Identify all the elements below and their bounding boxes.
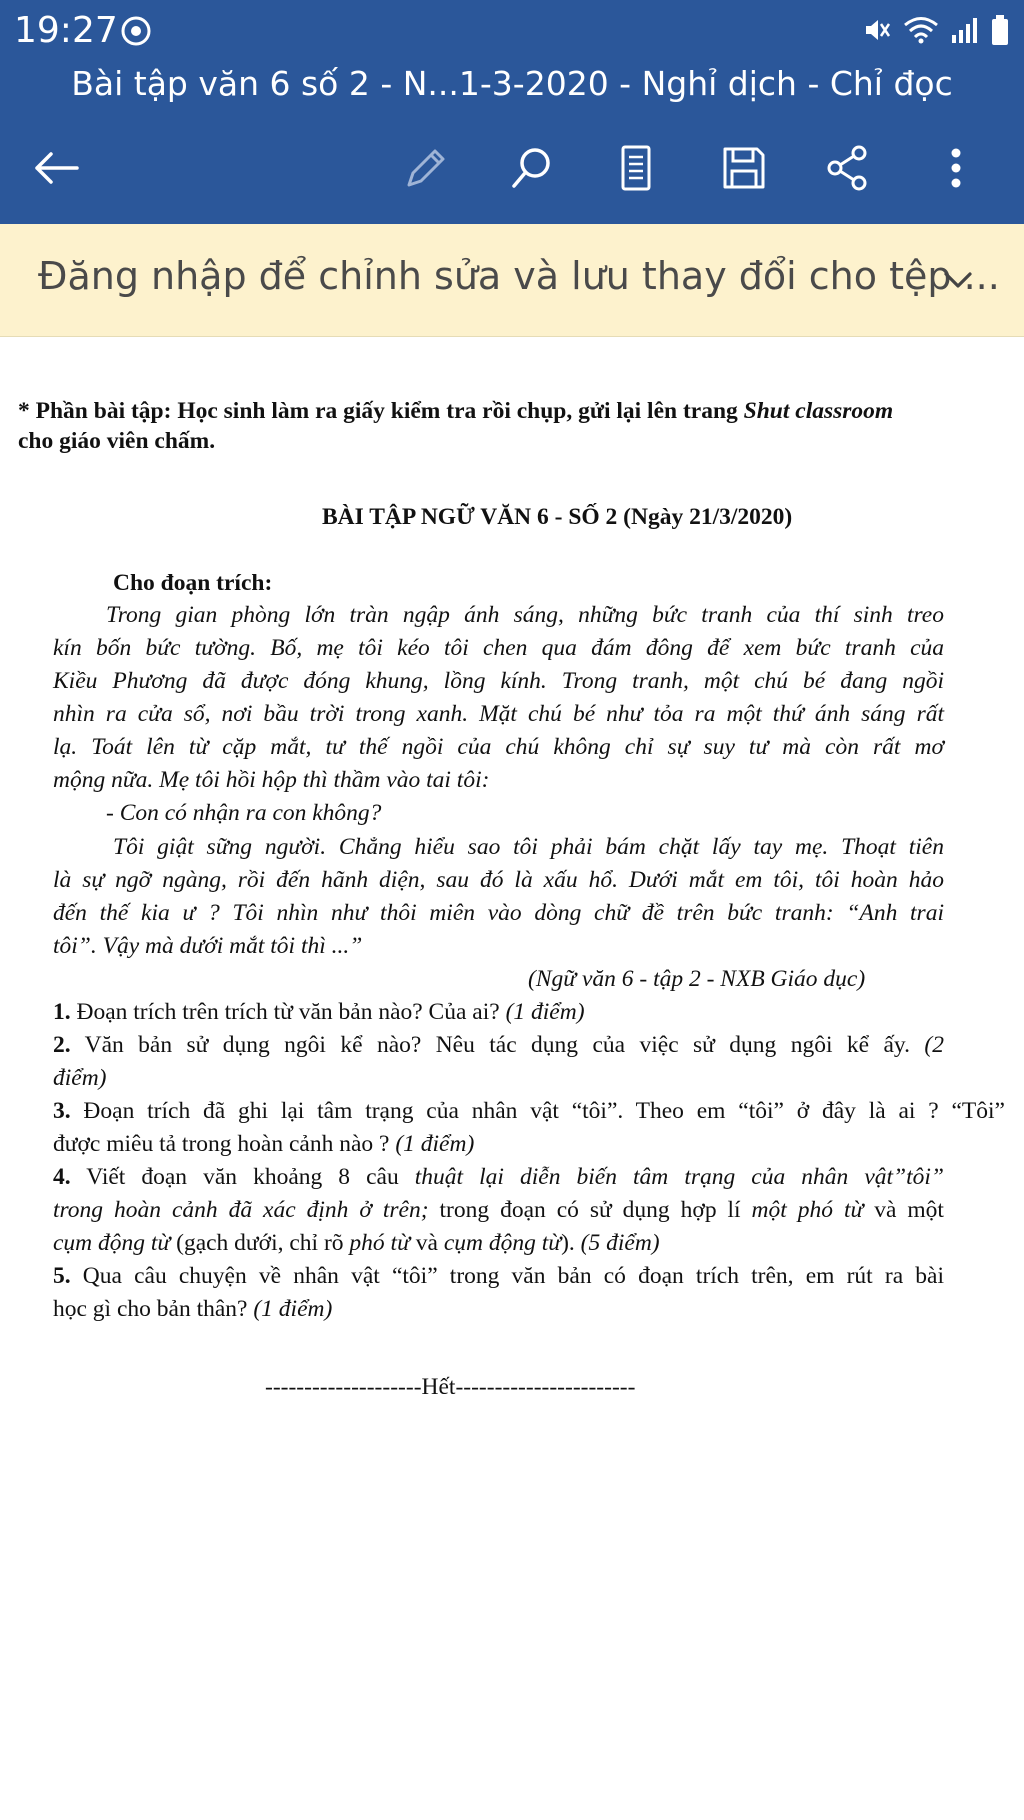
question-text-italic: thuật lại diễn biến tâm trạng của nhân vật”tôi” — [414, 1164, 945, 1190]
question-text-italic: cụm động từ — [53, 1230, 171, 1256]
question-score: (1 điểm) — [505, 999, 585, 1025]
question-score: (5 điểm) — [580, 1230, 660, 1256]
question-2-score-cont: điểm) — [53, 1065, 107, 1091]
question-score: (1 điểm) — [395, 1131, 475, 1157]
excerpt-line: Kiều Phương đã được đóng khung, lồng kính. Trong tranh, một chú bé đang ngồi — [53, 668, 944, 694]
settings-icon — [120, 15, 152, 52]
question-number: 5. — [53, 1263, 71, 1289]
question-score: (2 — [924, 1032, 944, 1058]
question-text: ). — [561, 1230, 581, 1256]
toolbar — [0, 128, 1024, 208]
excerpt-line: lạ. Toát lên từ cặp mắt, tư thế ngồi của chú không chỉ sự suy tư mà còn rất mơ — [53, 734, 944, 760]
status-time: 19:27 — [14, 10, 118, 51]
question-text: trong đoạn có sử dụng hợp lí — [428, 1197, 752, 1223]
question-text: và — [409, 1230, 444, 1256]
question-2 — [53, 1032, 944, 1059]
instruction-line-2: cho giáo viên chấm. — [18, 428, 216, 454]
instruction-bold-text: * Phần bài tập: Học sinh làm ra giấy kiểm tra rồi chụp, gửi lại lên trang — [18, 398, 744, 424]
end-marker: --------------------Hết----------------------- — [265, 1374, 636, 1400]
sign-in-banner-text: Đăng nhập để chỉnh sửa và lưu thay đổi cho tệp ... — [38, 254, 1000, 298]
question-text: học gì cho bản thân? — [53, 1296, 254, 1322]
excerpt-line: Tôi giật sững người. Chẳng hiểu sao tôi phải bám chặt lấy tay mẹ. Thoạt tiên — [113, 834, 944, 860]
signal-icon — [950, 15, 980, 50]
question-4 — [53, 1164, 944, 1191]
document-title: Bài tập văn 6 số 2 - N...1-3-2020 - Nghỉ dịch - Chỉ đọc — [71, 64, 953, 103]
question-text: Qua câu chuyện về nhân vật “tôi” trong văn bản có đoạn trích trên, em rút ra bài — [70, 1263, 944, 1289]
question-5-line-2 — [53, 1296, 332, 1323]
chevron-down-icon[interactable] — [936, 262, 980, 303]
save-icon[interactable] — [714, 138, 774, 198]
question-text: và một — [863, 1197, 944, 1223]
app-bar — [0, 0, 1024, 224]
instruction-line-1 — [18, 398, 1006, 425]
question-text: Đoạn trích trên trích từ văn bản nào? Của ai? — [70, 999, 506, 1025]
wifi-icon — [902, 15, 940, 50]
excerpt-line: kín bốn bức tường. Bố, mẹ tôi kéo tôi chen qua đám đông để xem bức tranh của — [53, 635, 944, 661]
excerpt-line: nhìn ra cửa sổ, nơi bầu trời trong xanh. Mặt chú bé như tỏa ra một thứ ánh sáng rất — [53, 701, 944, 727]
excerpt-source: (Ngữ văn 6 - tập 2 - NXB Giáo dục) — [528, 966, 866, 992]
question-3-line-2 — [53, 1131, 474, 1158]
question-number: 2. — [53, 1032, 71, 1058]
search-icon[interactable] — [502, 138, 562, 198]
reading-view-icon[interactable] — [606, 138, 666, 198]
question-text-italic: một phó từ — [751, 1197, 864, 1223]
question-5 — [53, 1263, 944, 1290]
excerpt-label: Cho đoạn trích: — [113, 570, 273, 596]
question-text: Đoạn trích đã ghi lại tâm trạng của nhân vật “tôi”. Theo em “tôi” ở đây là ai ? “Tôi” — [70, 1098, 1005, 1124]
question-text: Văn bản sử dụng ngôi kể nào? Nêu tác dụng của việc sử dụng ngôi kể ấy. — [70, 1032, 925, 1058]
battery-icon — [990, 14, 1010, 51]
question-text: được miêu tả trong hoàn cảnh nào ? — [53, 1131, 396, 1157]
question-number: 4. — [53, 1164, 71, 1190]
mute-icon — [862, 15, 892, 50]
more-icon[interactable] — [926, 138, 986, 198]
document-page[interactable] — [0, 338, 1024, 1820]
question-text-italic: trong hoàn cảnh đã xác định ở trên; — [53, 1197, 429, 1223]
question-1 — [53, 999, 585, 1026]
excerpt-line: - Con có nhận ra con không? — [106, 800, 382, 826]
excerpt-line: mộng nữa. Mẹ tôi hồi hộp thì thầm vào tai tôi: — [53, 767, 490, 793]
excerpt-line: Trong gian phòng lớn tràn ngập ánh sáng, những bức tranh của thí sinh treo — [106, 602, 944, 628]
excerpt-line: tôi”. Vậy mà dưới mắt tôi thì ...” — [53, 933, 363, 959]
question-number: 3. — [53, 1098, 71, 1124]
question-text-italic: phó từ — [349, 1230, 410, 1256]
back-arrow-icon[interactable] — [26, 138, 86, 198]
question-text: (gạch dưới, chỉ rõ — [170, 1230, 350, 1256]
question-3 — [53, 1098, 1005, 1125]
question-number: 1. — [53, 999, 71, 1025]
question-score: (1 điểm) — [253, 1296, 333, 1322]
instruction-classroom-text: Shut classroom — [743, 398, 894, 424]
status-bar — [0, 0, 1024, 62]
excerpt-line: đến thế kia ư ? Tôi nhìn như thôi miên vào dòng chữ đề trên bức tranh: “Anh trai — [53, 900, 944, 926]
excerpt-line: là sự ngỡ ngàng, rồi đến hãnh diện, sau đó là xấu hổ. Dưới mắt em tôi, tôi hoàn hảo — [53, 867, 944, 893]
question-text-italic: cụm động từ — [443, 1230, 562, 1256]
question-4-line-2 — [53, 1197, 944, 1224]
status-icons — [862, 14, 1010, 51]
exercise-heading: BÀI TẬP NGỮ VĂN 6 - SỐ 2 (Ngày 21/3/2020) — [322, 504, 793, 530]
pencil-icon[interactable] — [396, 138, 456, 198]
question-4-line-3 — [53, 1230, 660, 1257]
question-text: Viết đoạn văn khoảng 8 câu — [70, 1164, 415, 1190]
share-icon[interactable] — [818, 138, 878, 198]
sign-in-banner[interactable] — [0, 224, 1024, 337]
